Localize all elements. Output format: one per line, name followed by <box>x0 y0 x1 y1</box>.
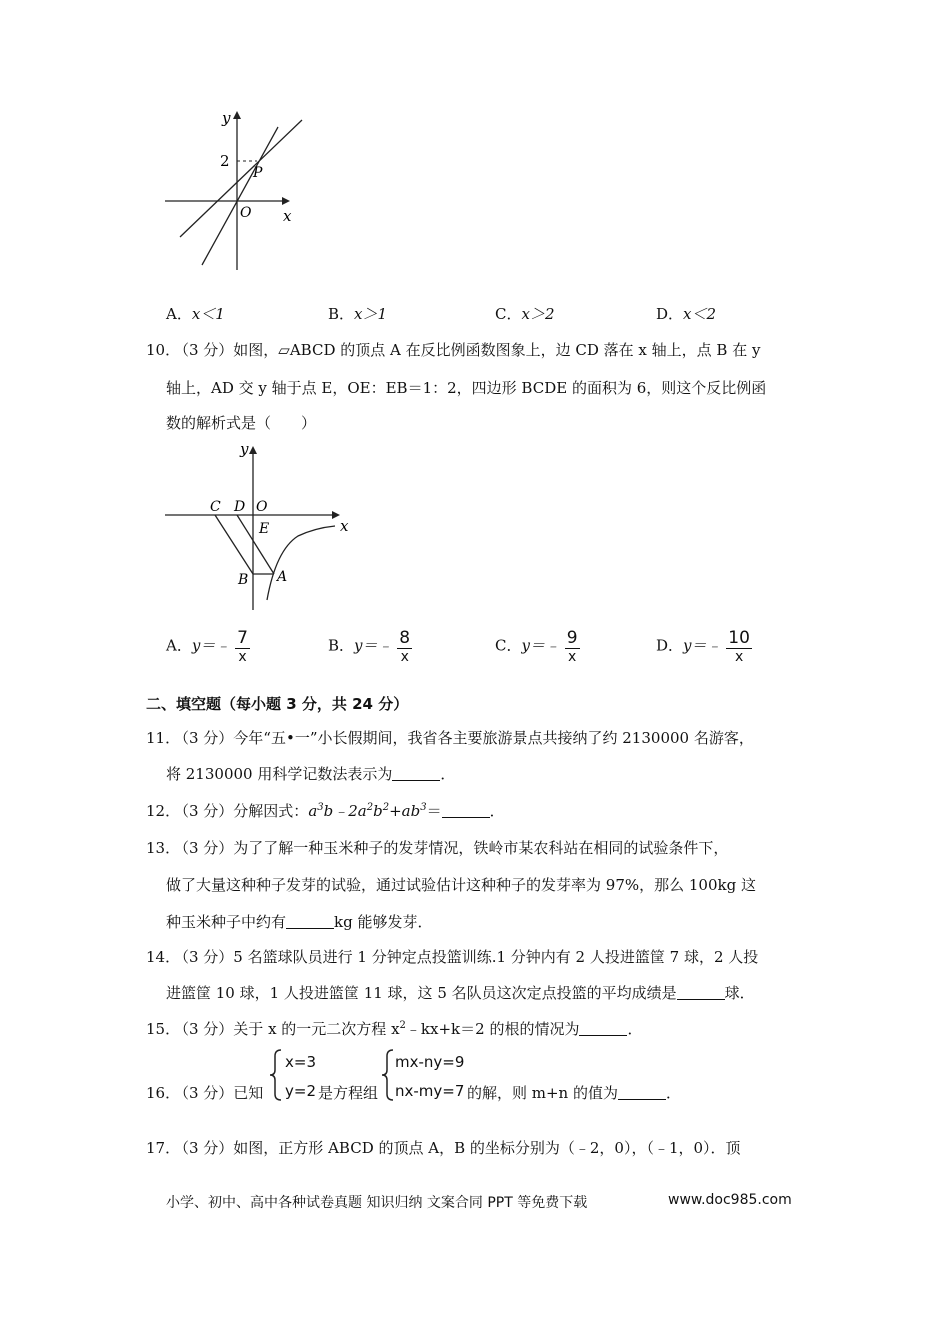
q15-number: 15． <box>146 1020 181 1038</box>
q11-number: 11． <box>146 729 181 747</box>
q10-option-d[interactable]: D．y＝﹣ $\frac{10}{x}$ <box>656 628 750 665</box>
q9-tick-2: 2 <box>220 152 230 170</box>
q10-option-c-fraction: $\frac{9}{x}$ <box>566 628 578 665</box>
q10-x-label: x <box>340 517 349 535</box>
q10-point-a: A <box>277 569 288 585</box>
q14-answer-blank[interactable] <box>677 985 725 1000</box>
q16-brace-1-icon <box>269 1048 283 1102</box>
q9-option-c[interactable]: C．x＞2 <box>495 305 555 323</box>
q16-sys1-a: x=3 <box>285 1053 316 1071</box>
q16-sys1-b: y=2 <box>285 1082 316 1100</box>
q10-option-a[interactable]: A．y＝﹣ $\frac{7}{x}$ <box>166 628 248 665</box>
q16-pre: （3 分）已知 <box>174 1084 264 1102</box>
q10-option-d-fraction: $\frac{10}{x}$ <box>728 628 750 665</box>
q16-post: 的解，则 m+n 的值为 ． <box>467 1084 682 1102</box>
q9-origin: O <box>240 205 252 221</box>
q11-line1: （3 分）今年“五•一”小长假期间，我省各主要旅游景点共接纳了约 2130000 名游客， <box>174 729 754 747</box>
q16-number: 16． <box>146 1084 181 1102</box>
q10-point-d: D <box>234 499 246 515</box>
q17-line1: （3 分）如图，正方形 ABCD 的顶点 A，B 的坐标分别为（﹣2，0），（﹣1，0）．顶 <box>174 1139 741 1157</box>
q10-number: 10． <box>146 341 181 359</box>
q10-y-label: y <box>240 440 249 458</box>
q10-origin: O <box>256 499 268 515</box>
q16-brace-2-icon <box>381 1048 395 1102</box>
q16-answer-blank[interactable] <box>618 1085 666 1100</box>
q11-line2: 将 2130000 用科学记数法表示为 ． <box>166 765 456 783</box>
q14-line2: 进篮筐 10 球，1 人投进篮筐 11 球，这 5 名队员这次定点投篮的平均成绩是 球． <box>166 984 755 1002</box>
q12-answer-blank[interactable] <box>442 803 490 818</box>
q10-line3: 数的解析式是（ ） <box>166 414 317 432</box>
q14-number: 14． <box>146 948 181 966</box>
q9-option-d[interactable]: D．x＜2 <box>656 305 717 323</box>
q10-option-c[interactable]: C．y＝﹣ $\frac{9}{x}$ <box>495 628 578 665</box>
q9-option-a[interactable]: A．x＜1 <box>166 305 225 323</box>
q13-line1: （3 分）为了了解一种玉米种子的发芽情况，铁岭市某农科站在相同的试验条件下， <box>174 839 729 857</box>
footer-text: 小学、初中、高中各种试卷真题 知识归纳 文案合同 PPT 等免费下载 <box>166 1195 588 1211</box>
q10-point-e: E <box>259 521 270 537</box>
section2-title: 二、填空题（每小题 3 分，共 24 分） <box>146 695 409 713</box>
q10-option-a-fraction: $\frac{7}{x}$ <box>237 628 248 665</box>
q17-number: 17． <box>146 1139 181 1157</box>
q15-line: （3 分）关于 x 的一元二次方程 $x^2﹣kx+k=2$ 的根的情况为 ． <box>174 1020 643 1038</box>
q12-number: 12． <box>146 802 181 820</box>
q10-point-b: B <box>238 572 249 588</box>
q16-mid: 是方程组 <box>318 1084 379 1102</box>
q10-option-b-fraction: $\frac{8}{x}$ <box>399 628 411 665</box>
q9-y-label: y <box>222 109 231 127</box>
q9-x-label: x <box>283 207 292 225</box>
q16-sys2-b: nx-my=7 <box>395 1082 465 1100</box>
q11-answer-blank[interactable] <box>392 766 440 781</box>
q13-number: 13． <box>146 839 181 857</box>
q10-option-b[interactable]: B．y＝﹣ $\frac{8}{x}$ <box>328 628 411 665</box>
q10-line1: （3 分）如图，▱ABCD 的顶点 A 在反比例函数图象上，边 CD 落在 x 轴上，点 B 在 y <box>174 341 761 359</box>
q9-point-p: P <box>253 165 263 181</box>
q13-line2: 做了大量这种种子发芽的试验，通过试验估计这种种子的发芽率为 97%，那么 100kg 这 <box>166 876 756 894</box>
q15-answer-blank[interactable] <box>579 1021 627 1036</box>
q10-point-c: C <box>210 499 221 515</box>
q9-graph-figure <box>160 105 310 275</box>
q10-graph-figure <box>160 438 360 613</box>
q13-answer-blank[interactable] <box>286 914 334 929</box>
q9-option-b[interactable]: B．x＞1 <box>328 305 388 323</box>
q12-line: （3 分）分解因式：$a^3b﹣2a^2b^2+ab^3=$ ． <box>174 802 505 820</box>
q14-line1: （3 分）5 名篮球队员进行 1 分钟定点投篮训练.1 分钟内有 2 人投进篮筐 7 球，2 人投 <box>174 948 759 966</box>
q16-sys2-a: mx-ny=9 <box>395 1053 465 1071</box>
q10-line2: 轴上，AD 交 y 轴于点 E，OE：EB＝1：2，四边形 BCDE 的面积为 6，则这个反比例函 <box>166 379 767 397</box>
q13-line3: 种玉米种子中约有 kg 能够发芽． <box>166 913 433 931</box>
footer-link[interactable]: www.doc985.com <box>668 1192 792 1208</box>
